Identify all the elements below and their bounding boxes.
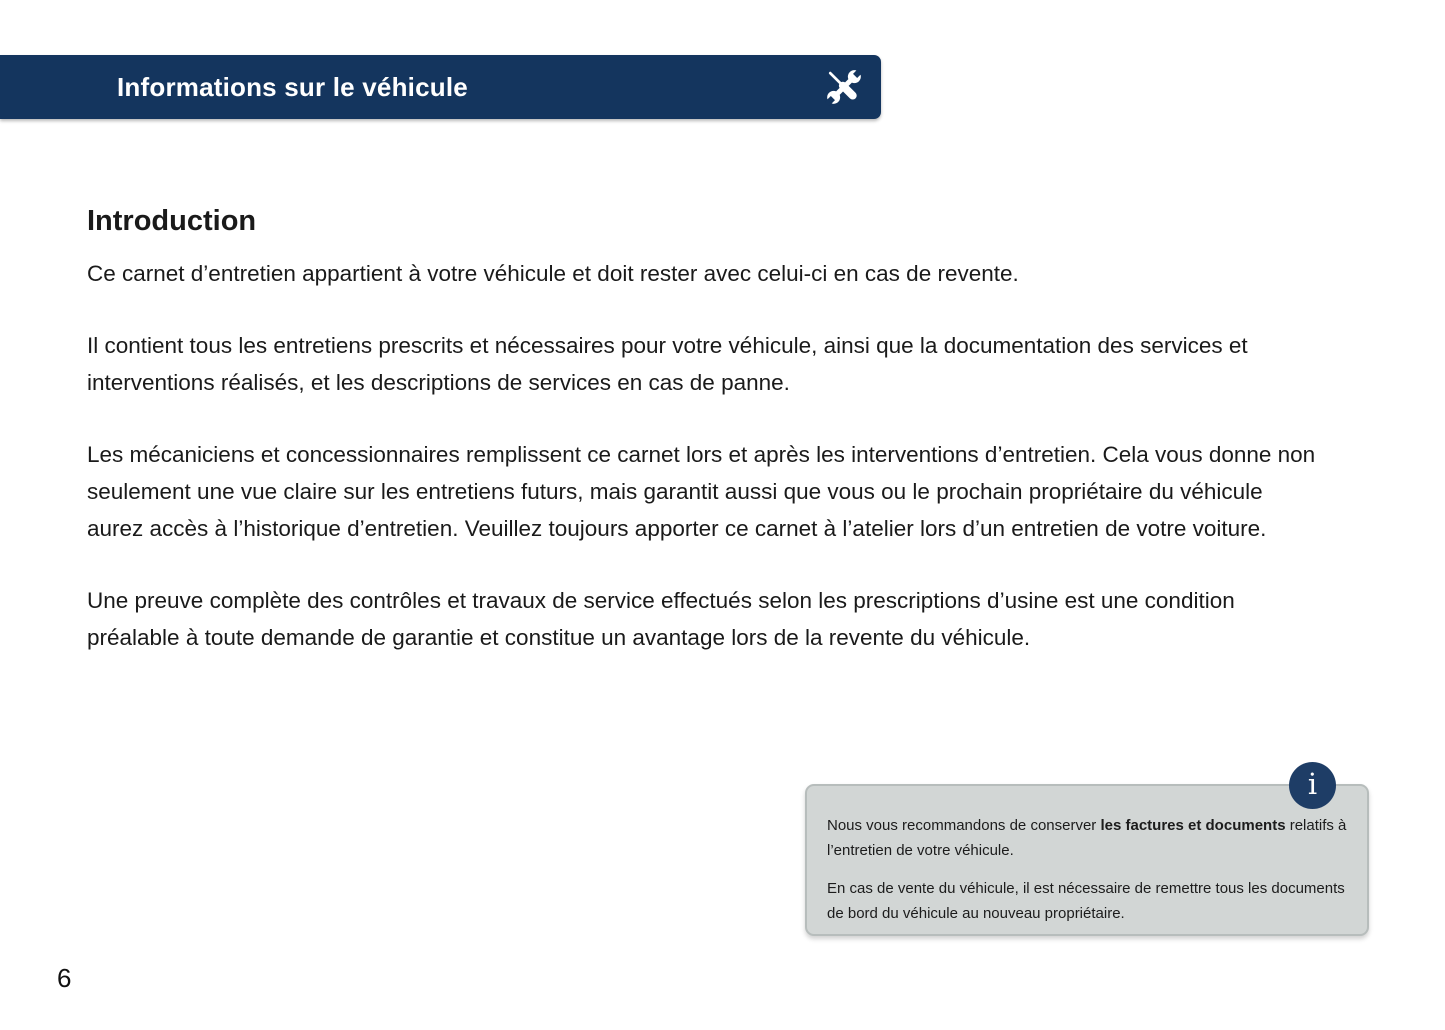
info-paragraph-1-end: relatifs à l’entretien de votre véhicule. [827,817,1347,859]
page-number: 6 [57,963,72,993]
main-content [87,205,1319,691]
info-paragraph-1-bold: les factures et documents [1100,817,1286,834]
info-paragraph-1 [827,813,1347,863]
info-box [805,766,1369,936]
tools-icon [821,64,867,110]
info-icon-letter: i [1307,766,1318,801]
section-title: Informations sur le véhicule [117,71,468,102]
body-paragraph-3: Les mécaniciens et concessionnaires remplissent ce carnet lors et après les interventions d’entretien. Cela vous donne non seulement une vue claire sur les entretiens futurs, mais garantit aussi que vous ou le prochain propriétaire du véhicule aurez accès à l’historique d’entretien. Veuillez toujours apporter ce carnet à l’atelier lors d’un entretien de votre voiture. [87,442,1316,541]
body-paragraph-1: Ce carnet d’entretien appartient à votre véhicule et doit rester avec celui-ci en cas de revente. [87,261,1019,286]
info-icon [1289,762,1336,809]
section-header-bar [0,55,881,119]
body-paragraph-2: Il contient tous les entretiens prescrits et nécessaires pour votre véhicule, ainsi que la documentation des services et interventions réalisés, et les descriptions de services en cas de panne. [87,333,1248,395]
info-paragraph-2: En cas de vente du véhicule, il est nécessaire de remettre tous les documents de bord du véhicule au nouveau propriétaire. [827,880,1345,922]
body-paragraph-4: Une preuve complète des contrôles et travaux de service effectués selon les prescriptions d’usine est une condition préalable à toute demande de garantie et constitue un avantage lors de la revente du véhicule. [87,588,1235,650]
info-paragraph-1-start: Nous vous recommandons de conserver [827,817,1101,834]
page-heading: Introduction [87,205,257,237]
